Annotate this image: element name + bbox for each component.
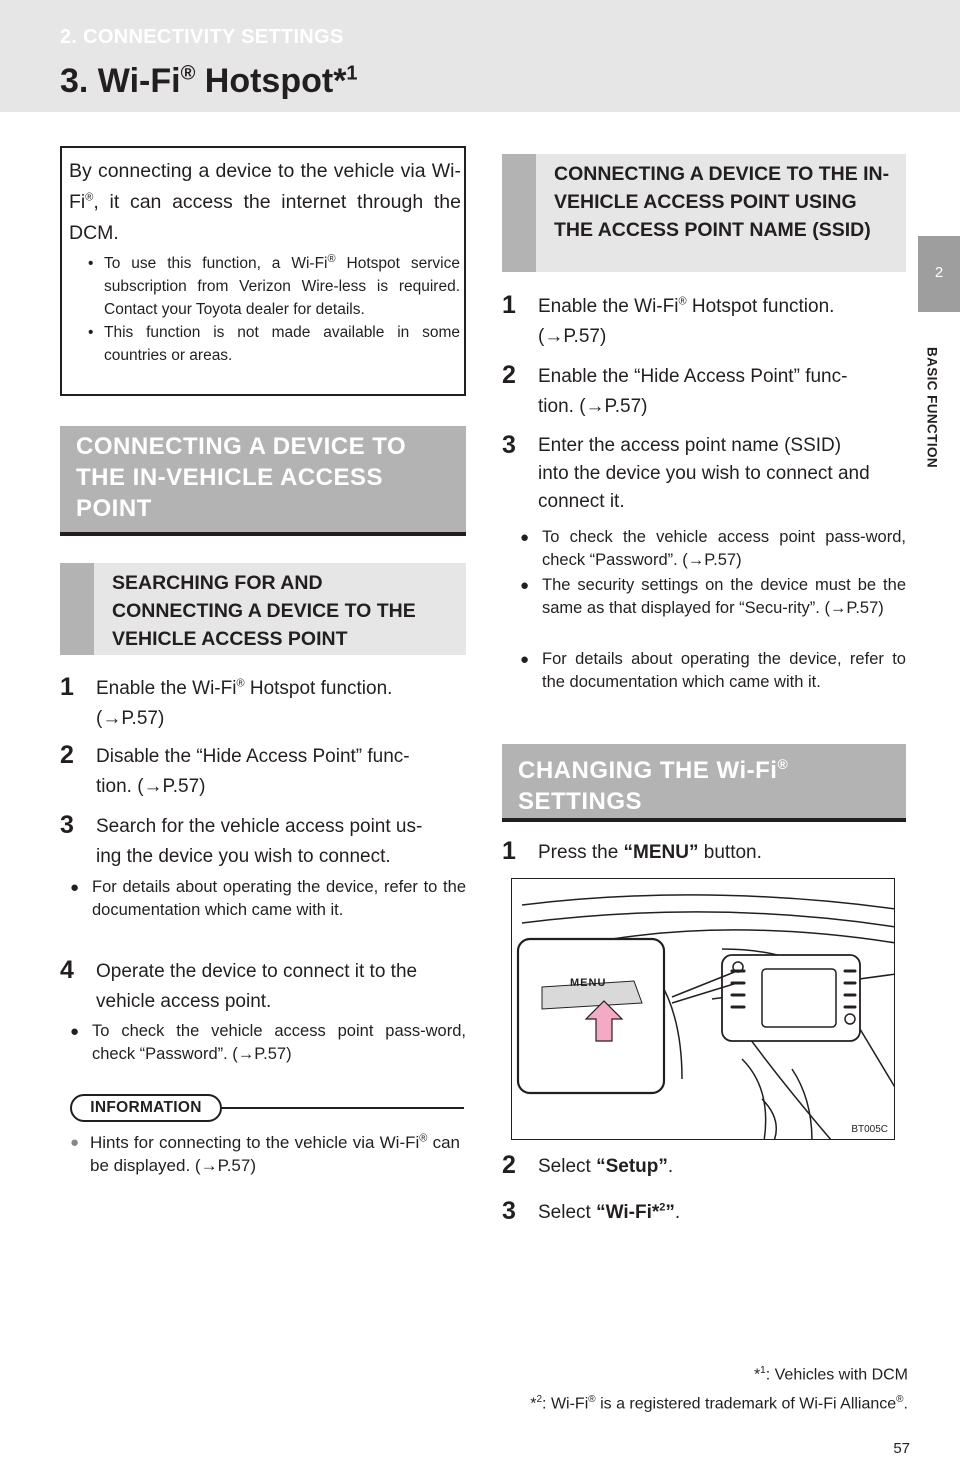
intro-bullet-1	[88, 252, 460, 321]
right-step-3	[502, 432, 906, 522]
intro-bullet-2: • This function is not made available in some countries or areas.	[88, 321, 460, 367]
left-step-3	[60, 812, 466, 872]
footnotes	[530, 1358, 908, 1417]
chapter-title: 2. CONNECTIVITY SETTINGS	[60, 26, 344, 48]
fn2-reg: ®	[588, 1394, 596, 1406]
setup-keyword: “Setup”	[596, 1156, 668, 1177]
step3-a: Search for the vehicle access point us-	[96, 816, 423, 837]
fn1-text: : Vehicles with DCM	[765, 1366, 908, 1384]
left-note-2: ● To check the vehicle access point pass-word, check “Password”. (→P.57)	[70, 1020, 466, 1066]
step-text	[538, 292, 906, 352]
intro-text	[69, 156, 461, 249]
left-note-1: ● For details about operating the device, refer to the documentation which came with it.	[70, 876, 466, 922]
title-rest: Hotspot*	[195, 62, 347, 100]
information-text	[70, 1131, 460, 1177]
side-label-text: BASIC FUNCTION	[924, 346, 940, 469]
rstep1-a: Enable the Wi-Fi	[538, 296, 679, 317]
left-step-1	[60, 674, 466, 734]
step-text	[96, 674, 466, 734]
rstep3-c: connect it.	[538, 491, 625, 512]
dashboard-drawing	[512, 879, 895, 1140]
section-heading-connecting: CONNECTING A DEVICE TO THE IN-VEHICLE ACCESS POINT	[60, 426, 466, 536]
information-label: INFORMATION	[70, 1094, 222, 1122]
dashboard-illustration	[511, 878, 895, 1140]
rstep3-a: Enter the access point name (SSID)	[538, 435, 842, 456]
right-note-3: ● For details about operating the device, refer to the documentation which came with it.	[520, 648, 906, 694]
subsection-bar	[502, 154, 536, 272]
bullet1-reg: ®	[327, 252, 336, 265]
step-text	[538, 838, 906, 868]
step2-a: Disable the “Hide Access Point” func-	[96, 746, 410, 767]
right-step-menu	[502, 838, 906, 870]
wifi-kw-b: ”	[665, 1202, 675, 1223]
step2-b: tion. (→P.57)	[96, 776, 206, 797]
rstep1-ref: (→P.57)	[538, 326, 607, 347]
menu-button-label: MENU	[570, 977, 607, 989]
subsection-text: CONNECTING A DEVICE TO THE IN-VEHICLE ACCESS POINT USING THE ACCESS POINT NAME (SSID)	[554, 163, 890, 241]
right-step-setup	[502, 1152, 906, 1184]
footnote-1	[530, 1358, 908, 1387]
subsection-bar	[60, 563, 94, 655]
rstep1-reg: ®	[678, 295, 687, 308]
rstep2-a: Enable the “Hide Access Point” func-	[538, 366, 848, 387]
title-text: 3. Wi-Fi	[60, 62, 181, 100]
fn2-mark: *	[530, 1395, 537, 1413]
step-text	[538, 362, 906, 422]
step-text	[538, 432, 906, 516]
intro-text-b: , it can access the internet through the DCM.	[69, 191, 461, 244]
stepB-a: Select	[538, 1156, 597, 1177]
bullet1-a: To use this function, a Wi-Fi	[104, 255, 328, 272]
step-number: 2	[502, 361, 516, 389]
right-note-1: ● To check the vehicle access point pass-word, check “Password”. (→P.57)	[520, 526, 906, 572]
step4-b: vehicle access point.	[96, 991, 272, 1012]
intro-box	[60, 146, 466, 396]
subsection-heading-ssid	[502, 154, 906, 272]
section-b: SETTINGS	[518, 788, 643, 815]
step-number: 4	[60, 956, 74, 984]
step4-a: Operate the device to connect it to the	[96, 961, 418, 982]
section-a: CHANGING THE Wi-Fi	[518, 757, 778, 784]
fn1-mark: *	[753, 1366, 761, 1384]
fn2-reg2: ®	[896, 1394, 904, 1406]
info-reg: ®	[419, 1132, 428, 1145]
footnote-2	[530, 1387, 908, 1416]
step-number: 3	[502, 1197, 516, 1225]
step-number: 1	[60, 673, 74, 701]
step-number: 2	[60, 741, 74, 769]
right-step-2	[502, 362, 906, 422]
intro-bullets	[88, 252, 460, 367]
stepC-a: Select	[538, 1202, 597, 1223]
stepC-b: .	[674, 1202, 681, 1223]
fn2-sup: 2	[536, 1394, 543, 1406]
wifi-keyword	[596, 1202, 675, 1223]
step-text	[96, 742, 466, 802]
step1-reg: ®	[236, 677, 245, 690]
fn2-b: is a registered trademark of Wi-Fi Alliance	[595, 1395, 897, 1413]
bullet1-b: Hotspot service subscription from Verizon Wire-less is required. Contact your Toyota dealer for details.	[104, 255, 460, 318]
left-step-2	[60, 742, 466, 802]
intro-reg: ®	[85, 191, 94, 204]
rstep3-b: into the device you wish to connect and	[538, 463, 870, 484]
step-number: 2	[502, 1151, 516, 1179]
step1-ref: (→P.57)	[96, 708, 165, 729]
section-heading-changing	[502, 744, 906, 822]
subsection-text: SEARCHING FOR AND CONNECTING A DEVICE TO THE VEHICLE ACCESS POINT	[112, 572, 416, 650]
left-step-4	[60, 957, 466, 1017]
page-header	[0, 0, 960, 112]
right-note-2: ● The security settings on the device must be the same as that displayed for “Secu-rity”. (→P.57)	[520, 574, 906, 620]
rstep1-b: Hotspot function.	[686, 296, 835, 317]
step-text	[96, 812, 466, 872]
step-number: 1	[502, 837, 516, 865]
chapter-tab-number: 2	[934, 264, 944, 281]
intro-text-a: By connecting a device to the vehicle via Wi-Fi	[69, 160, 461, 213]
right-step-wifi	[502, 1198, 906, 1230]
page-title	[60, 62, 358, 101]
step-text	[96, 957, 466, 1017]
chapter-tab	[918, 236, 960, 312]
step-number: 1	[502, 291, 516, 319]
wifi-kw-sup: 2	[659, 1201, 666, 1214]
fn2-a: : Wi-Fi	[542, 1395, 589, 1413]
stepA-a: Press the	[538, 842, 624, 863]
step-number: 3	[60, 811, 74, 839]
step1-b: Hotspot function.	[244, 678, 393, 699]
fn1-sup: 1	[760, 1365, 766, 1376]
info-a: Hints for connecting to the vehicle via Wi-Fi	[90, 1133, 420, 1152]
step3-b: ing the device you wish to connect.	[96, 846, 391, 867]
figure-code: BT005C	[851, 1124, 888, 1135]
title-reg: ®	[180, 62, 196, 85]
step-text	[538, 1198, 906, 1228]
stepB-b: .	[667, 1156, 674, 1177]
page-number: 57	[893, 1440, 910, 1457]
wifi-kw-a: “Wi-Fi*	[596, 1202, 660, 1223]
chapter-side-label	[918, 330, 948, 490]
step-text	[538, 1152, 906, 1182]
menu-keyword: “MENU”	[623, 842, 699, 863]
subsection-heading-searching	[60, 563, 466, 655]
step-number: 3	[502, 431, 516, 459]
right-step-1	[502, 292, 906, 352]
information-rule	[220, 1107, 464, 1109]
step1-a: Enable the Wi-Fi	[96, 678, 237, 699]
fn2-c: .	[903, 1395, 908, 1413]
title-sup: 1	[346, 62, 358, 85]
stepA-b: button.	[698, 842, 762, 863]
rstep2-b: tion. (→P.57)	[538, 396, 648, 417]
info-b: can be displayed. (→P.57)	[90, 1133, 460, 1175]
section-reg: ®	[777, 756, 789, 772]
